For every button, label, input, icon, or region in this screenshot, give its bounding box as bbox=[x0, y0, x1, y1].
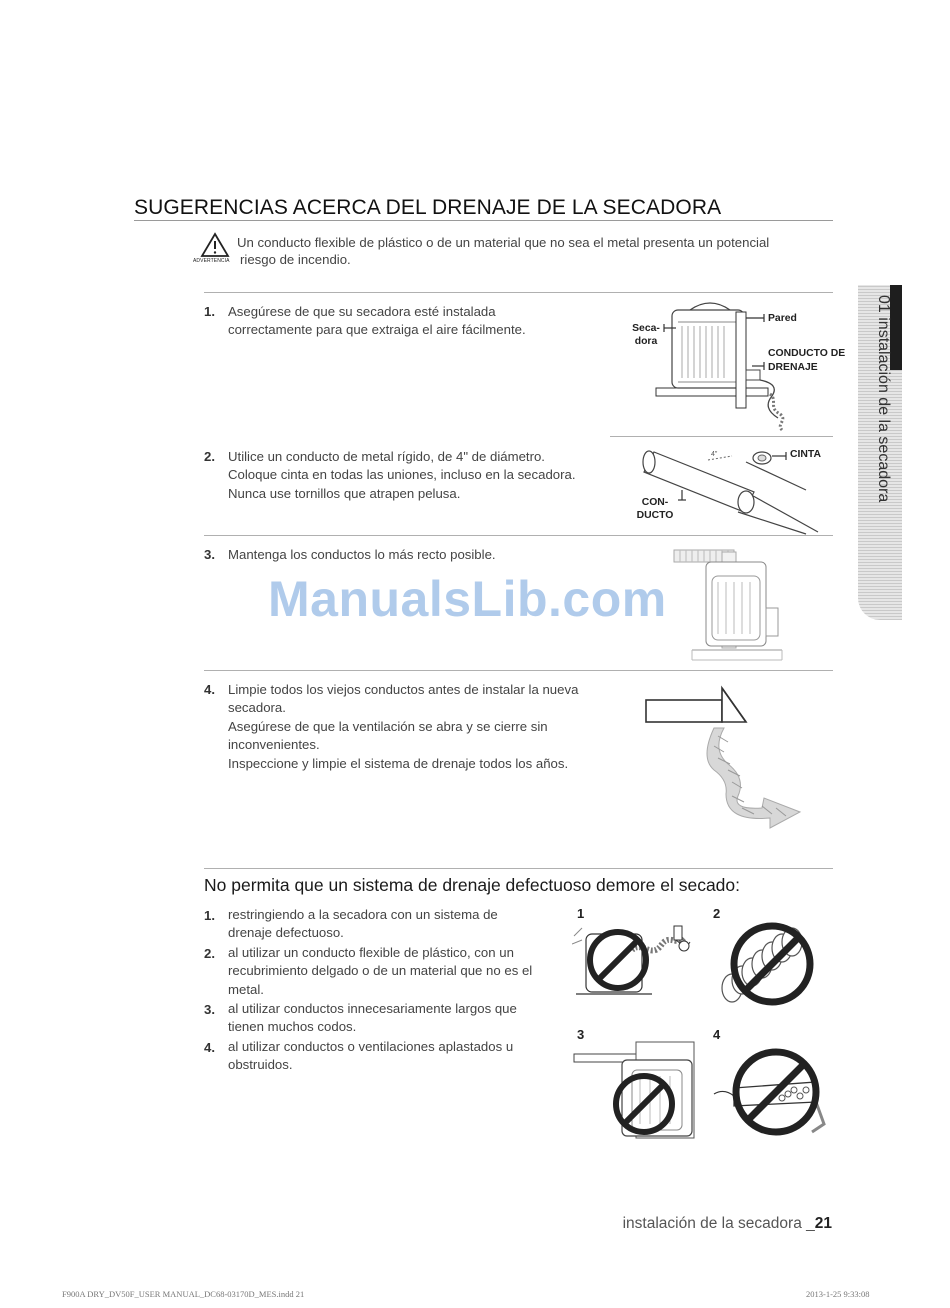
print-imprint-file: F900A DRY_DV50F_USER MANUAL_DC68-03170D_MES.indd 21 bbox=[62, 1289, 305, 1299]
step-line: inconvenientes. bbox=[228, 737, 320, 753]
duct-label-line: CONDUCTO DE bbox=[768, 348, 846, 359]
section-title: SUGERENCIAS ACERCA DEL DRENAJE DE LA SECADORA bbox=[134, 196, 722, 219]
step-line: Coloque cinta en todas las uniones, incluso en la secadora. bbox=[228, 467, 576, 483]
footer-text: instalación de la secadora _ bbox=[622, 1215, 815, 1232]
divider bbox=[204, 292, 833, 293]
step-line: Limpie todos los viejos conductos antes de instalar la nueva bbox=[228, 682, 579, 697]
warning-label: ADVERTENCIA bbox=[193, 258, 230, 264]
warning-icon bbox=[200, 232, 230, 258]
duct-label-line: DUCTO bbox=[636, 510, 674, 521]
list-item-text bbox=[228, 944, 532, 999]
list-line: recubrimiento delgado o de un material que no es el bbox=[228, 963, 533, 979]
long-duct-illustration bbox=[572, 1040, 702, 1140]
list-line: al utilizar conductos o ventilaciones aplastados u bbox=[228, 1039, 514, 1054]
list-line: tienen muchos codos. bbox=[228, 1019, 357, 1035]
figure-number: 1 bbox=[577, 906, 585, 921]
subsection-heading: No permita que un sistema de drenaje defectuoso demore el secado: bbox=[204, 875, 741, 895]
crushed-duct-illustration bbox=[712, 1040, 836, 1140]
chapter-tab-label: 01 instalación de la secadora bbox=[875, 295, 892, 503]
list-item-text bbox=[228, 906, 498, 943]
vent-airflow-illustration bbox=[642, 680, 812, 830]
wall-label: Pared bbox=[768, 313, 797, 324]
divider bbox=[610, 436, 833, 437]
dryer-label bbox=[626, 322, 666, 348]
exhaust-duct-label bbox=[768, 347, 845, 375]
list-item-text bbox=[228, 1000, 517, 1037]
page-footer bbox=[623, 1215, 832, 1233]
step-text bbox=[228, 681, 578, 773]
watermark: ManualsLib.com bbox=[268, 571, 667, 627]
tape-label: CINTA bbox=[790, 449, 821, 460]
list-line: obstruidos. bbox=[228, 1057, 293, 1073]
list-line: al utilizar conductos innecesariamente largos que bbox=[228, 1001, 517, 1016]
step-line: Asegúrese de que la ventilación se abra y se cierre sin bbox=[228, 718, 548, 734]
list-line: drenaje defectuoso. bbox=[228, 925, 344, 941]
list-line: metal. bbox=[228, 981, 264, 997]
warning-text-line1: Un conducto flexible de plástico o de un material que no sea el metal presenta un potencial bbox=[237, 235, 770, 250]
list-line: restringiendo a la secadora con un sistema de bbox=[228, 907, 498, 922]
step-text bbox=[228, 448, 576, 503]
list-line: al utilizar un conducto flexible de plástico, con un bbox=[228, 945, 514, 960]
step-number: 1. bbox=[204, 304, 215, 319]
figure-number: 2 bbox=[713, 906, 721, 921]
step-line: Nunca use tornillos que atrapen pelusa. bbox=[228, 485, 461, 501]
duct-label bbox=[630, 496, 680, 522]
page-number: 21 bbox=[814, 1215, 832, 1232]
restricted-exhaust-illustration bbox=[572, 920, 702, 1000]
list-number: 3. bbox=[204, 1002, 215, 1017]
step-line: Inspeccione y limpie el sistema de drenaje todos los años. bbox=[228, 755, 569, 771]
list-item-text bbox=[228, 1038, 513, 1075]
warning-text-line2: riesgo de incendio. bbox=[240, 252, 351, 267]
dryer-label-line: dora bbox=[634, 336, 658, 347]
duct-label-line: DRENAJE bbox=[768, 362, 818, 373]
title-rule bbox=[134, 220, 833, 221]
dryer-label-line: Seca- bbox=[632, 323, 660, 334]
step-line: Asegúrese de que su secadora esté instalada bbox=[228, 304, 496, 319]
step-text bbox=[228, 303, 526, 340]
step-number: 3. bbox=[204, 547, 215, 562]
divider bbox=[204, 535, 833, 536]
step-number: 2. bbox=[204, 449, 215, 464]
list-number: 2. bbox=[204, 946, 215, 961]
step-text bbox=[228, 546, 496, 564]
list-number: 4. bbox=[204, 1040, 215, 1055]
straight-duct-illustration bbox=[672, 548, 832, 663]
figure-number: 3 bbox=[577, 1027, 585, 1042]
divider bbox=[204, 868, 833, 869]
flexible-plastic-duct-illustration bbox=[712, 918, 832, 1008]
duct-diameter-label: 4" bbox=[711, 451, 718, 458]
step-line: secadora. bbox=[228, 700, 286, 716]
divider bbox=[204, 670, 833, 671]
figure-number: 4 bbox=[713, 1027, 721, 1042]
step-line: correctamente para que extraiga el aire fácilmente. bbox=[228, 322, 526, 338]
step-line: Mantenga los conductos lo más recto posible. bbox=[228, 547, 496, 562]
step-number: 4. bbox=[204, 682, 215, 697]
list-number: 1. bbox=[204, 908, 215, 923]
duct-label-line: CON- bbox=[641, 497, 669, 508]
print-imprint-date: 2013-1-25 9:33:08 bbox=[806, 1289, 870, 1299]
step-line: Utilice un conducto de metal rígido, de 4" de diámetro. bbox=[228, 449, 545, 464]
